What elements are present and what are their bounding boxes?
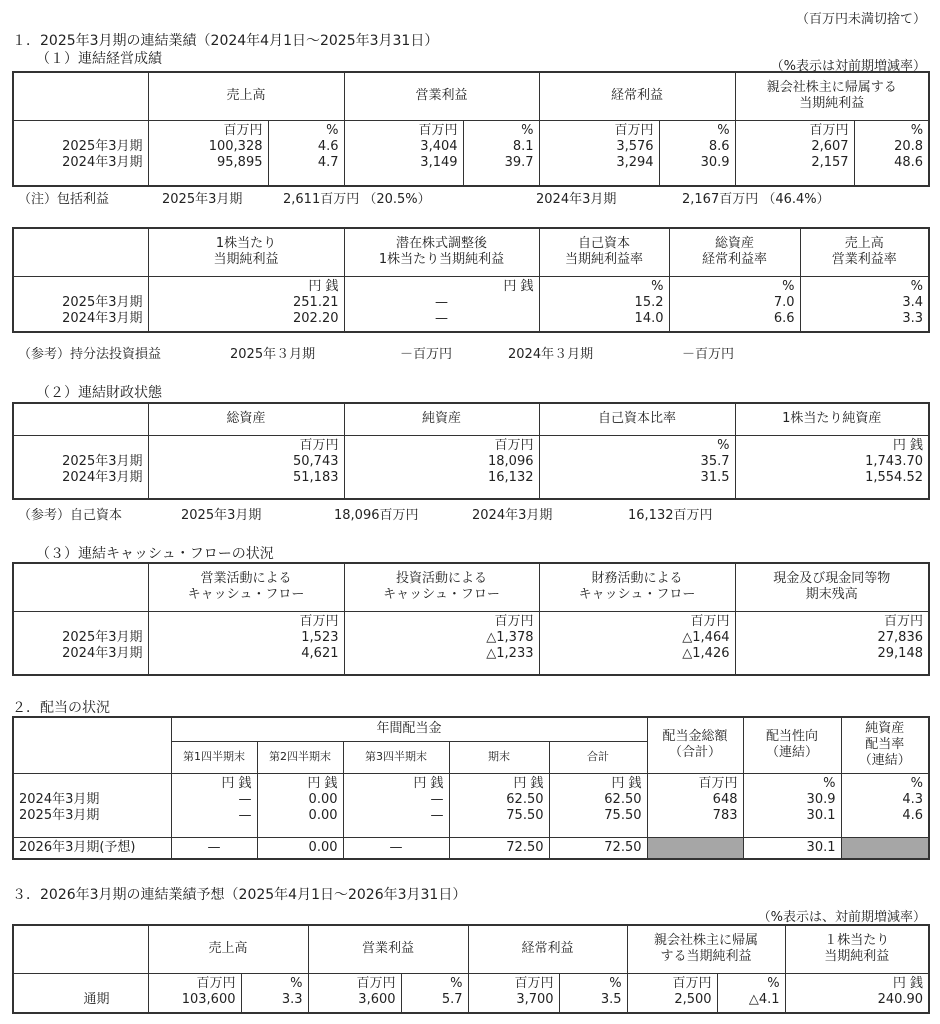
row-labels (13, 120, 148, 186)
header-ordinary-profit: 経常利益 (468, 925, 627, 973)
header-line: 当期純利益 (824, 949, 890, 965)
header-line: 当期純利益 (799, 96, 865, 112)
header-line: （連結） (858, 753, 911, 769)
data-cell (627, 973, 717, 1013)
comprehensive-income-period1: 2025年3月期 (162, 192, 243, 207)
data-cell (468, 973, 559, 1013)
value: 31.5 (700, 469, 730, 485)
data-cell (171, 773, 257, 837)
header-line: 期末残高 (805, 587, 858, 603)
header-line: 営業活動による (200, 571, 292, 587)
comprehensive-income-value2: 2,167百万円 （46.4%） (682, 192, 830, 207)
corner-cell (13, 228, 148, 276)
header-line: 現金及び現金同等物 (773, 571, 891, 587)
header-equity-ratio: 自己資本比率 (539, 403, 735, 435)
row-label: 2024年3月期 (19, 791, 100, 807)
data-cell (148, 120, 268, 186)
value: — (171, 837, 257, 859)
data-cell (743, 773, 841, 837)
value: 20.8 (894, 138, 924, 154)
data-cell (735, 611, 929, 675)
equity-value1: 18,096百万円 (334, 508, 419, 523)
header-line: 自己資本 (577, 236, 630, 252)
data-cell (539, 435, 735, 499)
value: 240.90 (877, 991, 924, 1007)
header-bps: 1株当たり純資産 (735, 403, 929, 435)
data-cell (343, 773, 449, 837)
value: 29,148 (877, 645, 923, 661)
forecast-title: ３．2026年3月期の連結業績予想（2025年4月1日～2026年3月31日） (12, 887, 467, 903)
sub1-title: （１）連結経営成績 (36, 51, 162, 67)
value: 62.50 (506, 791, 544, 807)
row-label: 2026年3月期(予想) (13, 837, 171, 859)
value: 35.7 (700, 453, 730, 469)
cash-flow-title: （３）連結キャッシュ・フローの状況 (36, 546, 274, 562)
unit: 百万円 (494, 613, 534, 629)
header-line: 配当率 (865, 737, 905, 753)
row-label: 2024年3月期 (62, 310, 143, 326)
per-share-table (12, 227, 930, 333)
value: 251.21 (293, 294, 339, 310)
unit: 円 銭 (503, 278, 534, 294)
unit: 百万円 (418, 122, 458, 138)
header-investing-cf (344, 563, 539, 611)
data-cell (148, 973, 241, 1013)
unit: 百万円 (196, 975, 236, 991)
value: 3,294 (616, 154, 654, 170)
header-q2: 第2四半期末 (257, 741, 343, 773)
data-cell (344, 435, 539, 499)
data-cell (401, 973, 468, 1013)
header-cash-balance (735, 563, 929, 611)
row-labels (13, 973, 148, 1013)
value: 2,157 (811, 154, 849, 170)
value: 4.3 (902, 791, 923, 807)
header-net-income (735, 72, 929, 120)
header-line: 当期純利益 (213, 252, 279, 268)
value: 202.20 (293, 310, 339, 326)
data-cell (463, 120, 539, 186)
unit: 百万円 (690, 613, 730, 629)
unit: 円 銭 (413, 775, 444, 791)
header-total: 合計 (549, 741, 647, 773)
header-line: 親会社株主に帰属 (654, 933, 759, 949)
unit: % (823, 775, 836, 791)
row-label: 2024年3月期 (62, 154, 143, 170)
row-label: 2024年3月期 (62, 645, 143, 661)
value: 30.9 (700, 154, 730, 170)
data-cell (735, 120, 854, 186)
header-line: 潜在株式調整後 (395, 236, 487, 252)
header-line: 純資産 (865, 721, 905, 737)
row-label: 2025年3月期 (62, 138, 143, 154)
unit: % (782, 278, 795, 294)
value: — (435, 294, 448, 310)
header-line: する当期純利益 (660, 949, 752, 965)
value: 648 (712, 791, 738, 807)
data-cell (344, 276, 539, 332)
header-line: 売上高 (844, 236, 884, 252)
corner-cell (13, 72, 148, 120)
pct-note: （%表示は対前期増減率） (770, 59, 926, 74)
row-label: 2025年3月期 (19, 807, 100, 823)
corner-cell (13, 563, 148, 611)
header-payout-ratio (743, 717, 841, 773)
data-cell (735, 435, 929, 499)
row-labels (13, 773, 171, 837)
results-table (12, 71, 930, 187)
grayed-cell (647, 837, 743, 859)
data-cell (148, 435, 344, 499)
value: 16,132 (488, 469, 534, 485)
value: 0.00 (257, 837, 343, 859)
financial-position-title: （２）連結財政状態 (36, 385, 162, 401)
header-line: 投資活動による (395, 571, 487, 587)
header-ordinary-profit: 経常利益 (539, 72, 735, 120)
header-financing-cf (539, 563, 735, 611)
header-eps (148, 228, 344, 276)
header-net-income (627, 925, 785, 973)
row-label: 2025年3月期 (62, 294, 143, 310)
unit: 百万円 (299, 437, 339, 453)
row-labels (13, 276, 148, 332)
value: 0.00 (308, 807, 338, 823)
header-line: 総資産 (714, 236, 754, 252)
comprehensive-income-period2: 2024年3月期 (536, 192, 617, 207)
value: — (430, 807, 444, 823)
value: 100,328 (208, 138, 263, 154)
header-line: キャッシュ・フロー (578, 587, 696, 603)
value: 4.6 (317, 138, 339, 154)
header-sales: 売上高 (148, 72, 344, 120)
value: 3,149 (420, 154, 458, 170)
value: 75.50 (506, 807, 544, 823)
unit: 円 銭 (307, 775, 338, 791)
data-cell (308, 973, 401, 1013)
value: 0.00 (308, 791, 338, 807)
header-doe (841, 717, 929, 773)
value: 48.6 (894, 154, 924, 170)
data-cell (344, 611, 539, 675)
header-line: （連結） (765, 745, 818, 761)
equity-method-value1: －百万円 (400, 347, 453, 362)
unit: % (717, 437, 730, 453)
data-cell (549, 773, 647, 837)
header-q3: 第3四半期末 (343, 741, 449, 773)
header-line: 1株当たり (215, 236, 277, 252)
header-year-end: 期末 (449, 741, 549, 773)
value: 8.6 (708, 138, 730, 154)
comprehensive-income-value1: 2,611百万円 （20.5%） (283, 192, 431, 207)
value: — (238, 807, 252, 823)
header-roa (669, 228, 800, 276)
financial-position-table (12, 402, 930, 500)
data-cell (539, 276, 669, 332)
unit: 百万円 (883, 613, 923, 629)
value: 3,700 (516, 991, 554, 1007)
forecast-pct-note: （%表示は、対前期増減率） (757, 910, 926, 925)
value: 4,621 (301, 645, 339, 661)
value: 3,576 (616, 138, 654, 154)
value: 62.50 (604, 791, 642, 807)
value: △4.1 (748, 991, 780, 1007)
unit: % (910, 278, 923, 294)
equity-method-period1: 2025年３月期 (230, 347, 316, 362)
value: 3,600 (358, 991, 396, 1007)
equity-period2: 2024年3月期 (472, 508, 553, 523)
unit: % (521, 122, 534, 138)
value: 1,523 (301, 629, 339, 645)
header-line: （合計） (668, 745, 721, 761)
value: △1,233 (486, 645, 534, 661)
value: 3.4 (902, 294, 923, 310)
unit: 百万円 (809, 122, 849, 138)
unit: 円 銭 (611, 775, 642, 791)
value: 30.9 (806, 791, 836, 807)
unit: 円 銭 (892, 975, 924, 991)
value: 8.1 (512, 138, 534, 154)
data-cell (268, 120, 344, 186)
value: — (435, 310, 448, 326)
value: 14.0 (634, 310, 664, 326)
value: 6.6 (773, 310, 795, 326)
equity-label: （参考）自己資本 (18, 508, 123, 523)
value: 72.50 (449, 837, 549, 859)
value: 4.7 (317, 154, 339, 170)
header-line: １株当たり (824, 933, 890, 949)
comprehensive-income-label: （注）包括利益 (18, 192, 110, 207)
corner-cell (13, 717, 171, 773)
header-roe (539, 228, 669, 276)
data-cell (669, 276, 800, 332)
value: 3.3 (902, 310, 923, 326)
corner-cell (13, 925, 148, 973)
value: 2,607 (811, 138, 849, 154)
value: — (238, 791, 252, 807)
unit: 円 銭 (513, 775, 544, 791)
value: 18,096 (488, 453, 534, 469)
header-q1: 第1四半期末 (171, 741, 257, 773)
unit: 百万円 (672, 975, 712, 991)
unit: % (450, 975, 463, 991)
header-sales: 売上高 (148, 925, 308, 973)
row-labels (13, 611, 148, 675)
value: 15.2 (634, 294, 664, 310)
value: 3.5 (600, 991, 622, 1007)
value: 72.50 (549, 837, 647, 859)
unit: 百万円 (494, 437, 534, 453)
data-cell (449, 773, 549, 837)
data-cell (241, 973, 308, 1013)
value: 2,500 (674, 991, 712, 1007)
equity-period1: 2025年3月期 (181, 508, 262, 523)
data-cell (717, 973, 785, 1013)
header-line: 経常利益率 (701, 252, 767, 268)
header-line: キャッシュ・フロー (187, 587, 305, 603)
value: △1,426 (682, 645, 730, 661)
value: 1,554.52 (865, 469, 923, 485)
equity-method-period2: 2024年３月期 (508, 347, 594, 362)
value: 3.3 (281, 991, 303, 1007)
dividends-title: ２．配当の状況 (12, 700, 110, 716)
unit: % (609, 975, 622, 991)
cash-flow-table (12, 562, 930, 676)
row-label: 2025年3月期 (62, 453, 143, 469)
header-net-assets: 純資産 (344, 403, 539, 435)
header-annual-dividend: 年間配当金 (171, 717, 647, 741)
data-cell (539, 120, 659, 186)
row-label: 通期 (83, 991, 110, 1007)
value: 5.7 (441, 991, 463, 1007)
unit: % (651, 278, 664, 294)
value: 4.6 (902, 807, 923, 823)
value: — (343, 837, 449, 859)
dividends-table (12, 716, 930, 860)
unit: % (767, 975, 780, 991)
equity-method-label: （参考）持分法投資損益 (18, 347, 162, 362)
header-line: 財務活動による (591, 571, 683, 587)
unit: 百万円 (614, 122, 654, 138)
header-operating-margin (800, 228, 929, 276)
unit: % (910, 122, 924, 138)
data-cell (800, 276, 929, 332)
unit: 百万円 (356, 975, 396, 991)
row-label: 2024年3月期 (62, 469, 143, 485)
header-line: 1株当たり当期純利益 (378, 252, 505, 268)
unit: 百万円 (223, 122, 263, 138)
data-cell (841, 773, 929, 837)
data-cell (854, 120, 929, 186)
value: 3,404 (420, 138, 458, 154)
value: 30.1 (743, 837, 841, 859)
header-diluted-eps (344, 228, 539, 276)
value: 103,600 (181, 991, 236, 1007)
value: 783 (712, 807, 738, 823)
header-operating-profit: 営業利益 (308, 925, 468, 973)
unit: 円 銭 (892, 437, 923, 453)
unit-note: （百万円未満切捨て） (795, 12, 926, 27)
forecast-table (12, 924, 930, 1014)
header-total-dividend (647, 717, 743, 773)
value: △1,464 (682, 629, 730, 645)
forecast-row (13, 837, 929, 859)
unit: % (290, 975, 303, 991)
value: 39.7 (504, 154, 534, 170)
data-cell (659, 120, 735, 186)
header-line: 営業利益率 (831, 252, 897, 268)
header-line: 当期純利益率 (564, 252, 643, 268)
header-line: キャッシュ・フロー (383, 587, 500, 603)
unit: % (910, 775, 923, 791)
section1-title: １．2025年3月期の連結業績（2024年4月1日～2025年3月31日） (12, 33, 439, 49)
data-cell (148, 611, 344, 675)
header-line: 配当金総額 (662, 729, 728, 745)
header-operating-cf (148, 563, 344, 611)
data-cell (257, 773, 343, 837)
unit: 百万円 (299, 613, 339, 629)
data-cell (559, 973, 627, 1013)
value: 75.50 (604, 807, 642, 823)
unit: 円 銭 (308, 278, 339, 294)
value: 95,895 (217, 154, 263, 170)
value: 7.0 (773, 294, 795, 310)
data-cell (785, 973, 929, 1013)
header-operating-profit: 営業利益 (344, 72, 539, 120)
value: 27,836 (877, 629, 923, 645)
header-eps (785, 925, 929, 973)
unit: 円 銭 (221, 775, 252, 791)
row-label: 2025年3月期 (62, 629, 143, 645)
header-line: 配当性向 (765, 729, 818, 745)
equity-method-value2: －百万円 (682, 347, 735, 362)
data-cell (344, 120, 463, 186)
value: — (430, 791, 444, 807)
value: 1,743.70 (865, 453, 923, 469)
unit: % (717, 122, 730, 138)
header-total-assets: 総資産 (148, 403, 344, 435)
value: 50,743 (293, 453, 339, 469)
header-line: 親会社株主に帰属する (766, 80, 897, 96)
data-cell (148, 276, 344, 332)
equity-value2: 16,132百万円 (628, 508, 713, 523)
corner-cell (13, 403, 148, 435)
unit: % (326, 122, 339, 138)
data-cell (539, 611, 735, 675)
data-cell (647, 773, 743, 837)
value: △1,378 (486, 629, 534, 645)
grayed-cell (841, 837, 929, 859)
unit: 百万円 (698, 775, 738, 791)
value: 51,183 (293, 469, 339, 485)
value: 30.1 (806, 807, 836, 823)
row-labels (13, 435, 148, 499)
unit: 百万円 (514, 975, 554, 991)
